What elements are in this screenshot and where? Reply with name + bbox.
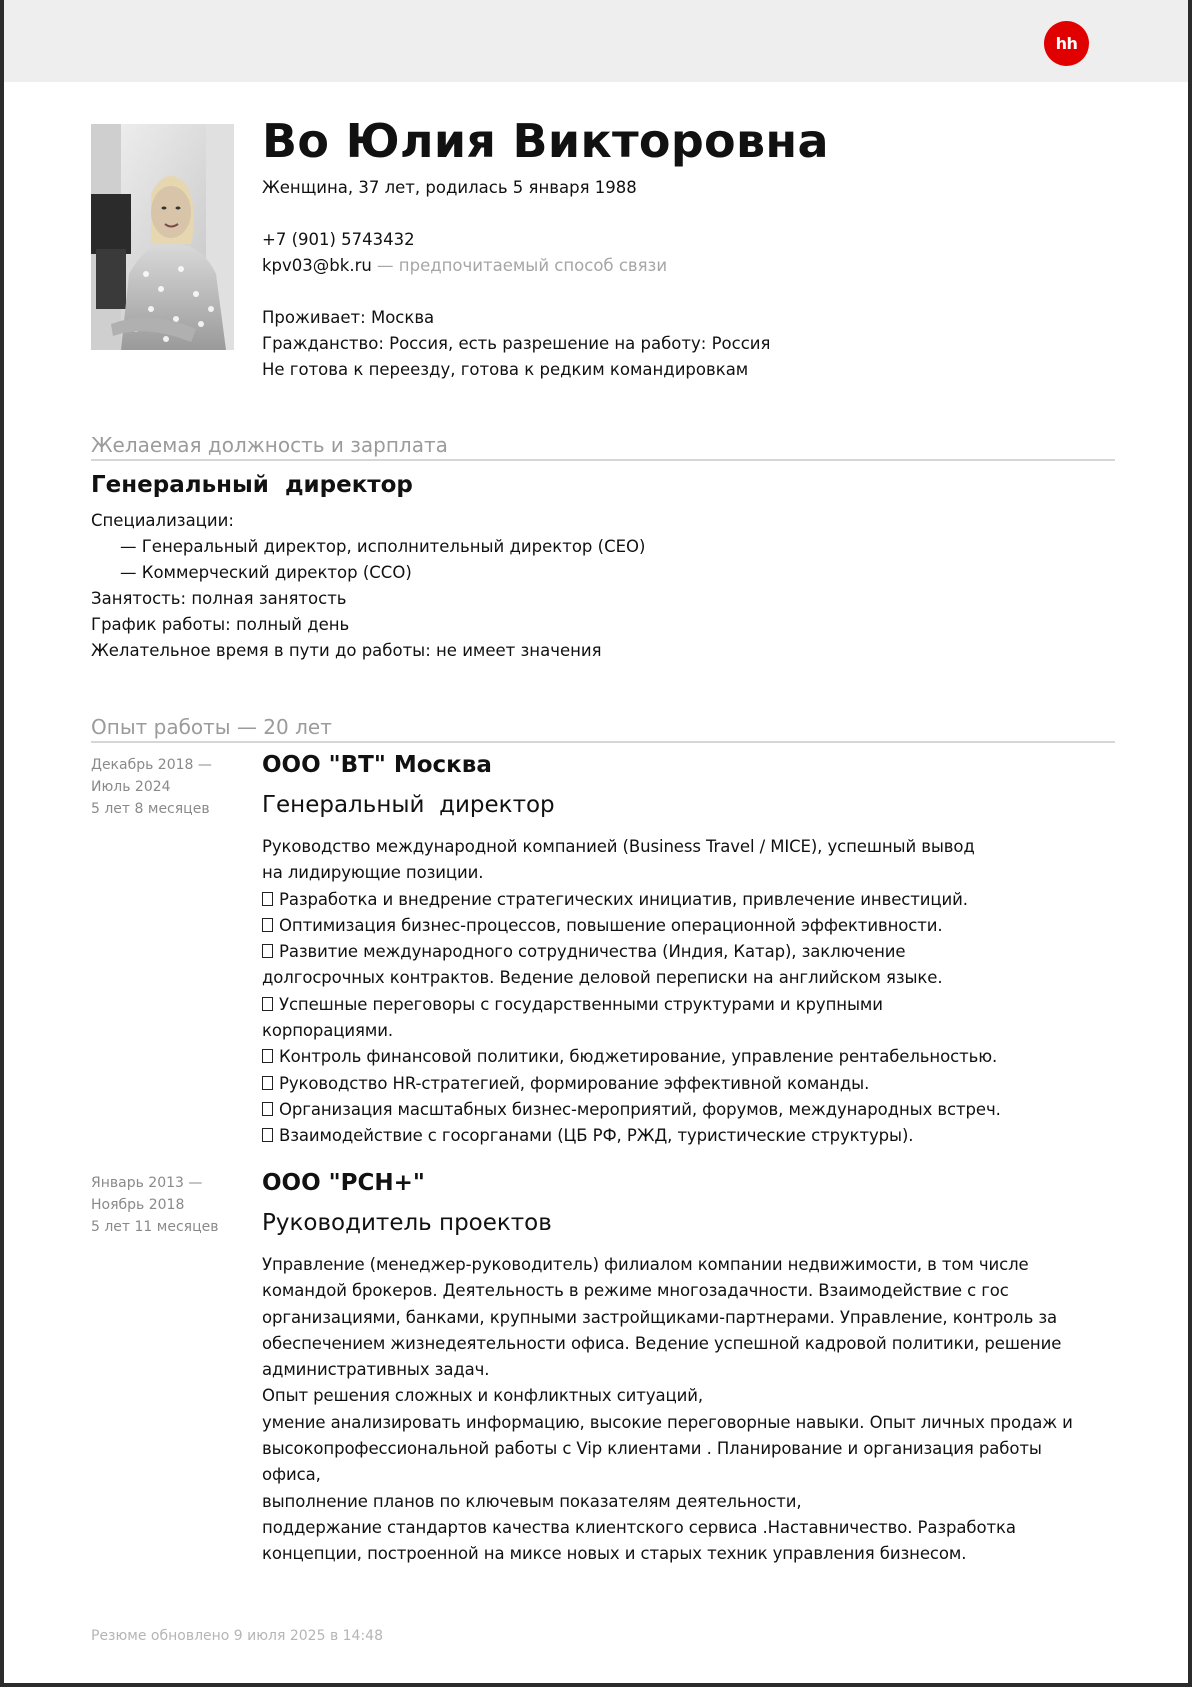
specialization-item: — Генеральный директор, исполнительный директор (CEO) — [120, 537, 646, 556]
job-company: ООО "ВТ" Москва — [262, 752, 492, 778]
job-description-bullet: Разработка и внедрение стратегических инициатив, привлечение инвестиций. — [262, 887, 1001, 913]
top-bar — [4, 0, 1188, 82]
job-dates — [91, 1172, 218, 1238]
job-description-line: Опыт решения сложных и конфликтных ситуаций, — [262, 1386, 704, 1406]
section-title-experience: Опыт работы — 20 лет — [91, 715, 1115, 743]
email-link[interactable]: kpv03@bk.ru — [262, 256, 372, 275]
job-description-line: долгосрочных контрактов. Ведение деловой переписки на английском языке. — [262, 968, 943, 988]
job-description — [262, 1252, 1073, 1568]
job-description — [262, 834, 1001, 1150]
candidate-name: Во Юлия Викторовна — [262, 114, 829, 168]
job-description-line: корпорациями. — [262, 1021, 393, 1041]
job-description-line: поддержание стандартов качества клиентского сервиса .Наставничество. Разработка — [262, 1517, 1016, 1537]
job-company: ООО "РСН+" — [262, 1170, 425, 1196]
job-description-line: административных задач. — [262, 1360, 490, 1380]
hh-logo[interactable]: hh — [1044, 21, 1089, 66]
job-description-line: офиса, — [262, 1465, 321, 1485]
bullet-icon — [262, 1049, 273, 1063]
job-description-bullet: Контроль финансовой политики, бюджетирование, управление рентабельностью. — [262, 1044, 1001, 1070]
job-description-bullet: Руководство HR-стратегией, формирование эффективной команды. — [262, 1071, 1001, 1097]
phone-number[interactable]: +7 (901) 5743432 — [262, 230, 415, 249]
job-date-from: Январь 2013 — — [91, 1175, 203, 1191]
job-date-from: Декабрь 2018 — — [91, 757, 212, 773]
profile-photo — [91, 124, 234, 350]
job-description-line: командой брокеров. Деятельность в режиме многозадачности. Взаимодействие с гос — [262, 1281, 1009, 1301]
bullet-icon — [262, 1128, 273, 1142]
schedule: График работы: полный день — [91, 615, 350, 634]
residence: Проживает: Москва — [262, 308, 435, 327]
job-duration: 5 лет 11 месяцев — [91, 1219, 219, 1235]
job-date-to: Ноябрь 2018 — [91, 1197, 185, 1213]
specialization-item: — Коммерческий директор (CCO) — [120, 563, 412, 582]
job-dates — [91, 754, 212, 820]
bullet-icon — [262, 1102, 273, 1116]
bullet-icon — [262, 944, 273, 958]
job-description-line: организациями, банками, крупными застройщиками-партнерами. Управление, контроль за — [262, 1307, 1058, 1327]
job-description-line: выполнение планов по ключевым показателям деятельности, — [262, 1491, 802, 1511]
section-title-desired: Желаемая должность и зарплата — [91, 433, 1115, 461]
job-date-to: Июль 2024 — [91, 779, 171, 795]
bullet-icon — [262, 997, 273, 1011]
job-description-line: на лидирующие позиции. — [262, 863, 484, 883]
job-description-line: умение анализировать информацию, высокие переговорные навыки. Опыт личных продаж и — [262, 1412, 1073, 1432]
bullet-icon — [262, 1076, 273, 1090]
citizenship: Гражданство: Россия, есть разрешение на работу: Россия — [262, 334, 771, 353]
bullet-icon — [262, 892, 273, 906]
resume-updated: Резюме обновлено 9 июля 2025 в 14:48 — [91, 1628, 383, 1644]
job-description-bullet: Успешные переговоры с государственными структурами и крупными — [262, 992, 1001, 1018]
job-description-bullet: Взаимодействие с госорганами (ЦБ РФ, РЖД, туристические структуры). — [262, 1123, 1001, 1149]
commute: Желательное время в пути до работы: не имеет значения — [91, 641, 602, 660]
relocation: Не готова к переезду, готова к редким командировкам — [262, 360, 749, 379]
job-title: Руководитель проектов — [262, 1210, 552, 1236]
job-description-line: концепции, построенной на миксе новых и старых техник управления бизнесом. — [262, 1544, 967, 1564]
employment: Занятость: полная занятость — [91, 589, 347, 608]
job-description-line: Руководство международной компанией (Business Travel / MICE), успешный вывод — [262, 837, 975, 856]
specializations-label: Специализации: — [91, 511, 234, 530]
job-description-line: высокопрофессиональной работы с Vip клиентами . Планирование и организация работы — [262, 1439, 1042, 1459]
desired-position: Генеральный директор — [91, 472, 413, 498]
demographics: Женщина, 37 лет, родилась 5 января 1988 — [262, 178, 637, 197]
job-title: Генеральный директор — [262, 792, 555, 818]
job-description-bullet: Оптимизация бизнес-процессов, повышение операционной эффективности. — [262, 913, 1001, 939]
job-description-line: Управление (менеджер-руководитель) филиалом компании недвижимости, в том числе — [262, 1255, 1029, 1274]
bullet-icon — [262, 918, 273, 932]
job-description-bullet: Организация масштабных бизнес-мероприятий, форумов, международных встреч. — [262, 1097, 1001, 1123]
email-note: — предпочитаемый способ связи — [371, 256, 668, 275]
email-line — [262, 256, 667, 276]
job-description-line: обеспечением жизнедеятельности офиса. Ведение успешной кадровой политики, решение — [262, 1333, 1062, 1353]
job-duration: 5 лет 8 месяцев — [91, 801, 210, 817]
job-description-bullet: Развитие международного сотрудничества (Индия, Катар), заключение — [262, 939, 1001, 965]
